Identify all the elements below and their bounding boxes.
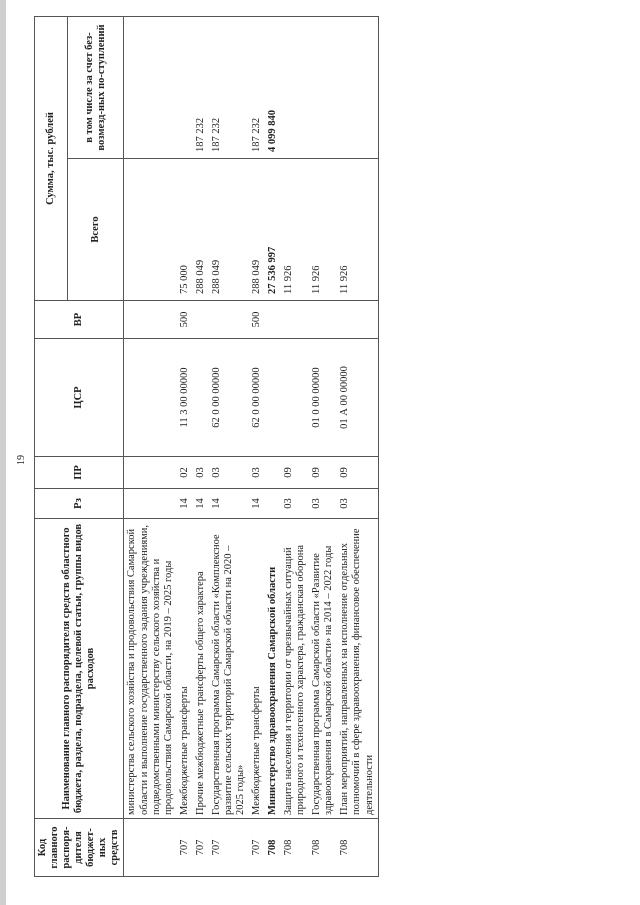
row-total: 11 926 xyxy=(337,159,378,301)
row-rz: 03 xyxy=(309,489,337,519)
row-name: Защита населения и территории от чрезвычайных ситуаций природного и техногенного характера, гражданская оборона xyxy=(281,519,309,819)
row-pr: 03 xyxy=(209,457,249,489)
row-grants: 4 099 840 xyxy=(265,17,281,159)
row-grants xyxy=(337,17,378,159)
row-total: 11 926 xyxy=(309,159,337,301)
row-total: 27 536 997 xyxy=(265,159,281,301)
table-row xyxy=(209,17,249,877)
row-pr: 09 xyxy=(337,457,378,489)
row-vr xyxy=(193,301,209,339)
row-csr xyxy=(265,339,281,457)
row-code xyxy=(124,819,177,877)
table-row xyxy=(265,17,281,877)
row-grants xyxy=(124,17,177,159)
row-pr: 02 xyxy=(177,457,193,489)
table-row xyxy=(193,17,209,877)
row-csr xyxy=(281,339,309,457)
row-total: 288 049 xyxy=(249,159,265,301)
row-total: 288 049 xyxy=(209,159,249,301)
row-name: Межбюджетные трансферты xyxy=(249,519,265,819)
row-name: Прочие межбюджетные трансферты общего характера xyxy=(193,519,209,819)
row-pr: 09 xyxy=(281,457,309,489)
row-pr xyxy=(265,457,281,489)
row-code: 708 xyxy=(337,819,378,877)
row-grants: 187 232 xyxy=(193,17,209,159)
row-code: 708 xyxy=(309,819,337,877)
row-name: План мероприятий, направленных на исполнение отдельных полномочий в сфере здравоохранения, финансовое обеспечение деятельности xyxy=(337,519,378,819)
row-grants xyxy=(281,17,309,159)
row-name: Государственная программа Самарской области «Комплексное развитие сельских территорий Самарской области на 2020 – 2025 годы» xyxy=(209,519,249,819)
row-vr xyxy=(281,301,309,339)
col-header-csr: ЦСР xyxy=(35,339,124,457)
row-pr: 03 xyxy=(193,457,209,489)
col-header-sum: Сумма, тыс. рублей xyxy=(35,17,68,301)
row-total xyxy=(124,159,177,301)
row-code: 707 xyxy=(193,819,209,877)
row-name: Государственная программа Самарской области «Развитие здравоохранения в Самарской области» на 2014 – 2022 годы xyxy=(309,519,337,819)
col-header-rz: Рз xyxy=(35,489,124,519)
budget-table xyxy=(34,16,379,877)
row-vr xyxy=(124,301,177,339)
row-rz: 03 xyxy=(281,489,309,519)
row-rz: 03 xyxy=(337,489,378,519)
table-row xyxy=(124,17,177,877)
row-csr: 62 0 00 00000 xyxy=(209,339,249,457)
row-rz xyxy=(124,489,177,519)
col-header-grants: в том числе за счет без-возмезд-ных по-ступлений xyxy=(68,17,124,159)
row-csr xyxy=(124,339,177,457)
row-grants: 187 232 xyxy=(249,17,265,159)
row-code: 707 xyxy=(177,819,193,877)
row-code: 708 xyxy=(281,819,309,877)
page-number: 19 xyxy=(16,455,27,465)
col-header-total: Всего xyxy=(68,159,124,301)
table-row xyxy=(309,17,337,877)
row-total: 11 926 xyxy=(281,159,309,301)
col-header-pr: ПР xyxy=(35,457,124,489)
row-rz: 14 xyxy=(193,489,209,519)
row-vr xyxy=(337,301,378,339)
row-code: 707 xyxy=(209,819,249,877)
row-name: министерства сельского хозяйства и продовольствия Самарской области и выполнение государственного задания учреждениями, подведомственными министерству сельского хозяйства и продовольствия Самарской области, на 2019 – 2025 годы xyxy=(124,519,177,819)
col-header-vr: ВР xyxy=(35,301,124,339)
row-code: 707 xyxy=(249,819,265,877)
table-row xyxy=(249,17,265,877)
table-row xyxy=(281,17,309,877)
row-csr: 01 0 00 00000 xyxy=(309,339,337,457)
row-csr: 62 0 00 00000 xyxy=(249,339,265,457)
row-vr xyxy=(265,301,281,339)
row-vr xyxy=(309,301,337,339)
row-vr xyxy=(209,301,249,339)
row-code: 708 xyxy=(265,819,281,877)
row-rz: 14 xyxy=(249,489,265,519)
row-grants: 187 232 xyxy=(209,17,249,159)
row-pr xyxy=(124,457,177,489)
row-grants xyxy=(177,17,193,159)
row-csr xyxy=(193,339,209,457)
row-rz: 14 xyxy=(209,489,249,519)
row-pr: 09 xyxy=(309,457,337,489)
row-name: Межбюджетные трансферты xyxy=(177,519,193,819)
col-header-name: Наименование главного распорядителя средств областного бюджета, раздела, подраздела, целевой статьи, группы видов расходов xyxy=(35,519,124,819)
row-total: 288 049 xyxy=(193,159,209,301)
row-rz xyxy=(265,489,281,519)
row-rz: 14 xyxy=(177,489,193,519)
row-vr: 500 xyxy=(249,301,265,339)
row-pr: 03 xyxy=(249,457,265,489)
row-csr: 11 3 00 00000 xyxy=(177,339,193,457)
table-row xyxy=(177,17,193,877)
row-vr: 500 xyxy=(177,301,193,339)
row-total: 75 000 xyxy=(177,159,193,301)
row-grants xyxy=(309,17,337,159)
table-row xyxy=(337,17,378,877)
row-name: Министерство здравоохранения Самарской области xyxy=(265,519,281,819)
col-header-code: Код главного распоря-дителя бюджет-ных средств xyxy=(35,819,124,877)
row-csr: 01 А 00 00000 xyxy=(337,339,378,457)
